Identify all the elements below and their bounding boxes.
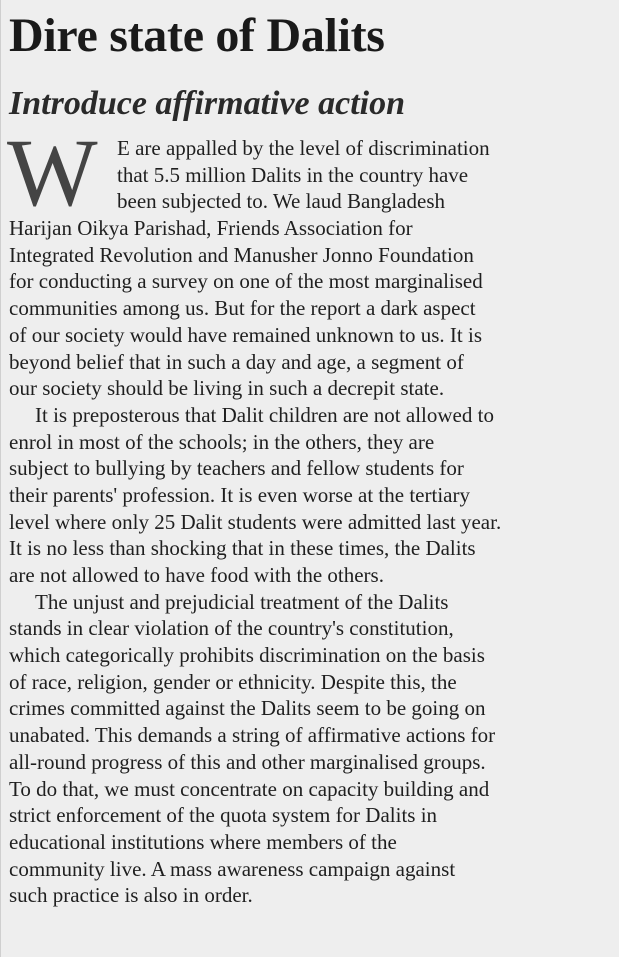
body-line: communities among us. But for the report a dark aspect — [9, 296, 476, 321]
body-line: strict enforcement of the quota system for Dalits in — [9, 803, 438, 828]
body-line: level where only 25 Dalit students were admitted last year. — [9, 509, 502, 534]
body-line: all-round progress of this and other marginalised groups. — [9, 749, 486, 774]
body-line: beyond belief that in such a day and age, a segment of — [9, 349, 464, 374]
body-line: Harijan Oikya Parishad, Friends Association for — [9, 216, 413, 241]
body-line: that 5.5 million Dalits in the country have — [117, 162, 469, 187]
body-line: such practice is also in order. — [9, 883, 253, 908]
body-line: stands in clear violation of the country's constitution, — [9, 616, 454, 641]
body-line: their parents' profession. It is even worse at the tertiary — [9, 482, 470, 507]
body-line: enrol in most of the schools; in the others, they are — [9, 429, 435, 454]
body-line: subject to bullying by teachers and fellow students for — [9, 456, 464, 481]
body-line: are not allowed to have food with the others. — [9, 563, 384, 587]
body-line: of race, religion, gender or ethnicity. Despite this, the — [9, 669, 457, 694]
body-line: E are appalled by the level of discrimination — [117, 136, 490, 160]
body-line: To do that, we must concentrate on capacity building and — [9, 776, 490, 801]
body-line: The unjust and prejudicial treatment of the Dalits — [35, 589, 449, 614]
body-line: of our society would have remained unknown to us. It is — [9, 322, 482, 347]
body-line: been subjected to. We laud Bangladesh — [117, 189, 445, 214]
drop-cap: W — [7, 119, 98, 226]
body-line: educational institutions where members of the — [9, 829, 397, 854]
body-line: community live. A mass awareness campaign against — [9, 856, 456, 881]
body-line: which categorically prohibits discrimination on the basis — [9, 643, 485, 668]
body-line: It is preposterous that Dalit children are not allowed to — [35, 402, 494, 427]
body-line: for conducting a survey on one of the most marginalised — [9, 269, 483, 294]
article-body — [9, 135, 614, 909]
headline: Dire state of Dalits — [9, 9, 385, 62]
body-line: Integrated Revolution and Manusher Jonno Foundation — [9, 242, 474, 267]
body-line: crimes committed against the Dalits seem to be going on — [9, 696, 486, 721]
body-line: unabated. This demands a string of affirmative actions for — [9, 723, 496, 748]
subheadline: Introduce affirmative action — [9, 85, 406, 122]
body-line: It is no less than shocking that in these times, the Dalits — [9, 536, 476, 561]
body-line: our society should be living in such a decrepit state. — [9, 376, 445, 401]
